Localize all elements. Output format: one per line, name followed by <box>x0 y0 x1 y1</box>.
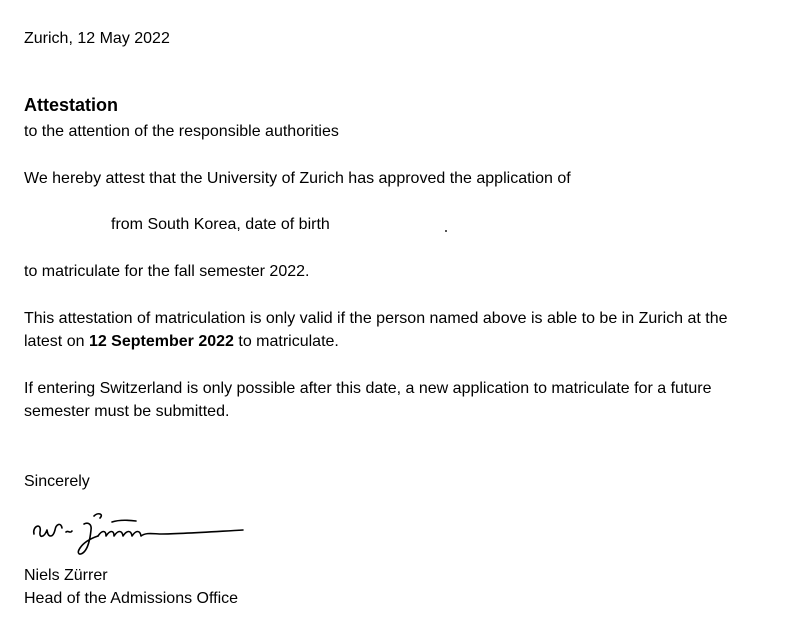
letter-subtitle: to the attention of the responsible authorities <box>24 123 339 140</box>
place-date: Zurich, 12 May 2022 <box>24 30 170 47</box>
future-semester-paragraph-line-1: If entering Switzerland is only possible after this date, a new application to matriculate for a future <box>24 380 712 397</box>
validity-paragraph-line-2 <box>24 330 339 353</box>
signature-strokes <box>34 514 243 554</box>
letter-title: Attestation <box>24 95 118 115</box>
redaction-mark <box>445 230 447 232</box>
approval-paragraph: We hereby attest that the University of Zurich has approved the application of <box>24 170 571 187</box>
signer-title: Head of the Admissions Office <box>24 590 239 607</box>
validity-prefix: latest on <box>24 333 89 350</box>
applicant-line: from South Korea, date of birth <box>111 216 330 233</box>
validity-paragraph-line-1: This attestation of matriculation is only valid if the person named above is able to be in Zurich at the <box>24 310 728 327</box>
semester-paragraph: to matriculate for the fall semester 2022. <box>24 263 310 280</box>
validity-suffix: to matriculate. <box>233 333 339 350</box>
handwritten-signature <box>28 508 250 560</box>
signer-name: Niels Zürrer <box>24 567 108 584</box>
future-semester-paragraph-line-2: semester must be submitted. <box>24 403 230 420</box>
closing: Sincerely <box>24 473 90 490</box>
deadline-date: 12 September 2022 <box>88 333 234 350</box>
